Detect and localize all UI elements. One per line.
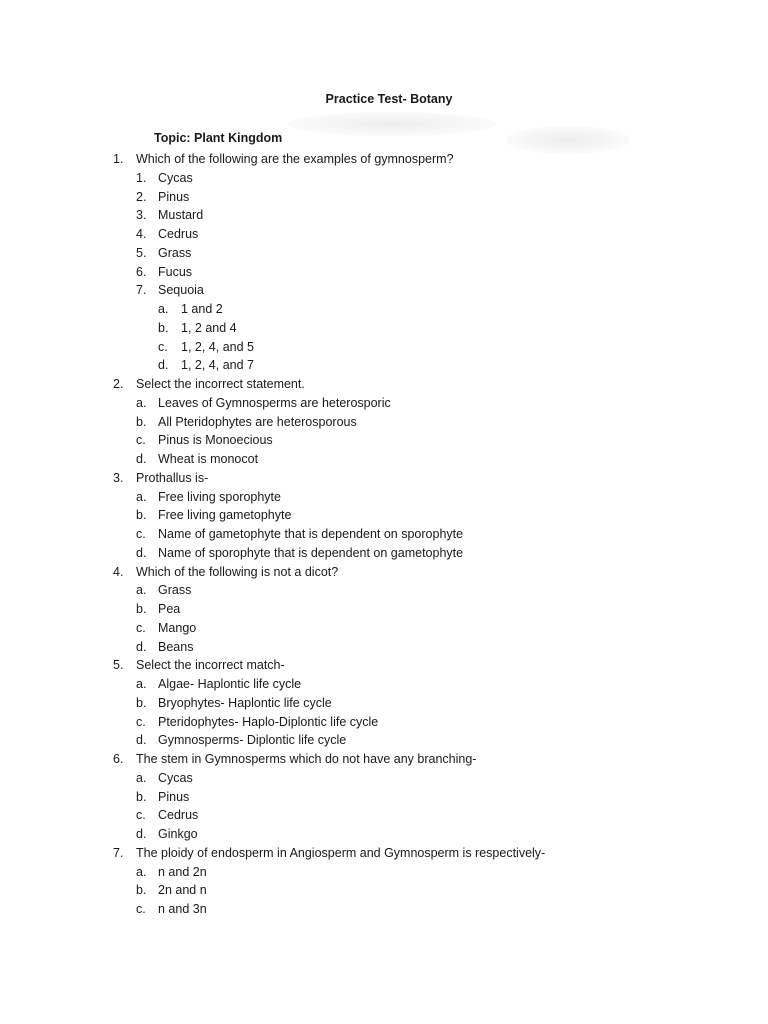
question-number: 1.	[113, 152, 124, 166]
question-text: The ploidy of endosperm in Angiosperm and Gymnosperm is respectively-	[136, 845, 546, 860]
option-letter: b.	[136, 414, 147, 429]
list-item	[0, 169, 768, 188]
question-number: 3.	[113, 470, 124, 485]
question-4	[0, 563, 768, 582]
option-letter: a.	[136, 864, 147, 879]
option-letter: d.	[136, 639, 147, 654]
option-text: Beans	[158, 639, 194, 654]
item-number: 2.	[136, 189, 147, 204]
question-3	[0, 469, 768, 488]
option-letter: d.	[158, 358, 169, 373]
answer-option	[0, 338, 768, 357]
option-letter: c.	[136, 620, 146, 635]
question-number: 6.	[113, 752, 124, 766]
option-text: Wheat is monocot	[158, 452, 259, 466]
answer-option	[0, 694, 768, 713]
list-item	[0, 244, 768, 263]
item-number: 5.	[136, 245, 147, 260]
item-text: Cedrus	[158, 227, 199, 241]
option-text: Bryophytes- Haplontic life cycle	[158, 695, 332, 710]
option-letter: d.	[136, 545, 147, 560]
question-number: 7.	[113, 845, 124, 860]
option-letter: d.	[136, 452, 147, 466]
item-text: Mustard	[158, 208, 204, 223]
option-letter: b.	[136, 695, 147, 710]
answer-option	[0, 356, 768, 375]
list-item	[0, 263, 768, 282]
option-letter: b.	[136, 789, 147, 804]
option-text: 1 and 2	[181, 302, 223, 316]
option-text: Leaves of Gymnosperms are heterosporic	[158, 395, 391, 410]
question-number: 2.	[113, 377, 124, 391]
option-letter: a.	[136, 489, 147, 504]
item-number: 7.	[136, 283, 147, 298]
answer-option	[0, 413, 768, 432]
question-6	[0, 750, 768, 769]
item-text: Pinus	[158, 189, 190, 204]
item-text: Fucus	[158, 264, 193, 279]
option-text: Algae- Haplontic life cycle	[158, 677, 302, 691]
answer-option	[0, 506, 768, 525]
answer-option	[0, 450, 768, 469]
option-letter: c.	[136, 902, 146, 916]
question-text: Select the incorrect statement.	[136, 377, 305, 391]
option-letter: b.	[136, 883, 147, 898]
answer-option	[0, 319, 768, 338]
erased-mark	[288, 112, 496, 136]
option-text: Pinus	[158, 789, 190, 804]
option-text: Grass	[158, 583, 192, 598]
option-letter: c.	[136, 808, 146, 823]
question-number: 5.	[113, 658, 124, 673]
answer-option	[0, 806, 768, 825]
option-letter: a.	[158, 302, 169, 316]
question-text: The stem in Gymnosperms which do not have any branching-	[136, 752, 477, 766]
answer-option	[0, 769, 768, 788]
option-text: Name of gametophyte that is dependent on sporophyte	[158, 527, 464, 541]
item-number: 3.	[136, 208, 147, 223]
option-text: 1, 2, 4, and 7	[181, 358, 254, 373]
answer-option	[0, 881, 768, 900]
option-letter: c.	[136, 714, 146, 729]
option-text: Cedrus	[158, 808, 199, 823]
question-7	[0, 844, 768, 863]
list-item	[0, 281, 768, 300]
option-text: Cycas	[158, 770, 193, 785]
option-letter: b.	[136, 508, 147, 523]
item-text: Grass	[158, 245, 192, 260]
option-text: All Pteridophytes are heterosporous	[158, 414, 357, 429]
option-text: n and 2n	[158, 864, 207, 879]
answer-option	[0, 675, 768, 694]
answer-option	[0, 863, 768, 882]
option-text: 1, 2, 4, and 5	[181, 339, 254, 354]
option-text: Name of sporophyte that is dependent on gametophyte	[158, 545, 464, 560]
option-text: Pinus is Monoecious	[158, 433, 273, 448]
question-number: 4.	[113, 564, 124, 579]
option-text: Mango	[158, 620, 197, 635]
option-text: 1, 2 and 4	[181, 320, 237, 335]
topic-heading: Topic: Plant Kingdom	[154, 131, 283, 145]
option-letter: a.	[136, 395, 147, 410]
answer-option	[0, 525, 768, 544]
option-letter: d.	[136, 733, 147, 748]
option-text: Pea	[158, 602, 181, 616]
option-letter: a.	[136, 583, 147, 598]
option-text: Pteridophytes- Haplo-Diplontic life cycle	[158, 714, 379, 729]
question-text: Select the incorrect match-	[136, 658, 285, 673]
answer-option	[0, 394, 768, 413]
question-2	[0, 375, 768, 394]
answer-option	[0, 300, 768, 319]
option-letter: b.	[158, 320, 169, 335]
page-title: Practice Test- Botany	[325, 92, 453, 106]
answer-option	[0, 488, 768, 507]
answer-option	[0, 619, 768, 638]
option-text: 2n and n	[158, 883, 207, 898]
answer-option	[0, 788, 768, 807]
option-letter: b.	[136, 602, 147, 616]
list-item	[0, 188, 768, 207]
option-text: Free living sporophyte	[158, 489, 281, 504]
question-text: Which of the following are the examples of gymnosperm?	[136, 152, 454, 166]
list-item	[0, 206, 768, 225]
option-text: Ginkgo	[158, 827, 198, 841]
item-number: 1.	[136, 170, 147, 185]
option-letter: a.	[136, 677, 147, 691]
option-text: n and 3n	[158, 902, 207, 916]
question-1	[0, 150, 768, 169]
answer-option	[0, 581, 768, 600]
answer-option	[0, 731, 768, 750]
option-letter: d.	[136, 827, 147, 841]
item-number: 4.	[136, 227, 147, 241]
answer-option	[0, 431, 768, 450]
item-text: Sequoia	[158, 283, 204, 298]
question-text: Which of the following is not a dicot?	[136, 564, 339, 579]
answer-option	[0, 900, 768, 919]
question-text: Prothallus is-	[136, 470, 209, 485]
answer-option	[0, 600, 768, 619]
list-item	[0, 225, 768, 244]
option-letter: a.	[136, 770, 147, 785]
answer-option	[0, 713, 768, 732]
option-letter: c.	[158, 339, 168, 354]
option-text: Gymnosperms- Diplontic life cycle	[158, 733, 347, 748]
question-list	[0, 150, 768, 919]
option-text: Free living gametophyte	[158, 508, 292, 523]
answer-option	[0, 638, 768, 657]
option-letter: c.	[136, 433, 146, 448]
item-text: Cycas	[158, 170, 193, 185]
question-5	[0, 656, 768, 675]
item-number: 6.	[136, 264, 147, 279]
answer-option	[0, 544, 768, 563]
option-letter: c.	[136, 527, 146, 541]
answer-option	[0, 825, 768, 844]
